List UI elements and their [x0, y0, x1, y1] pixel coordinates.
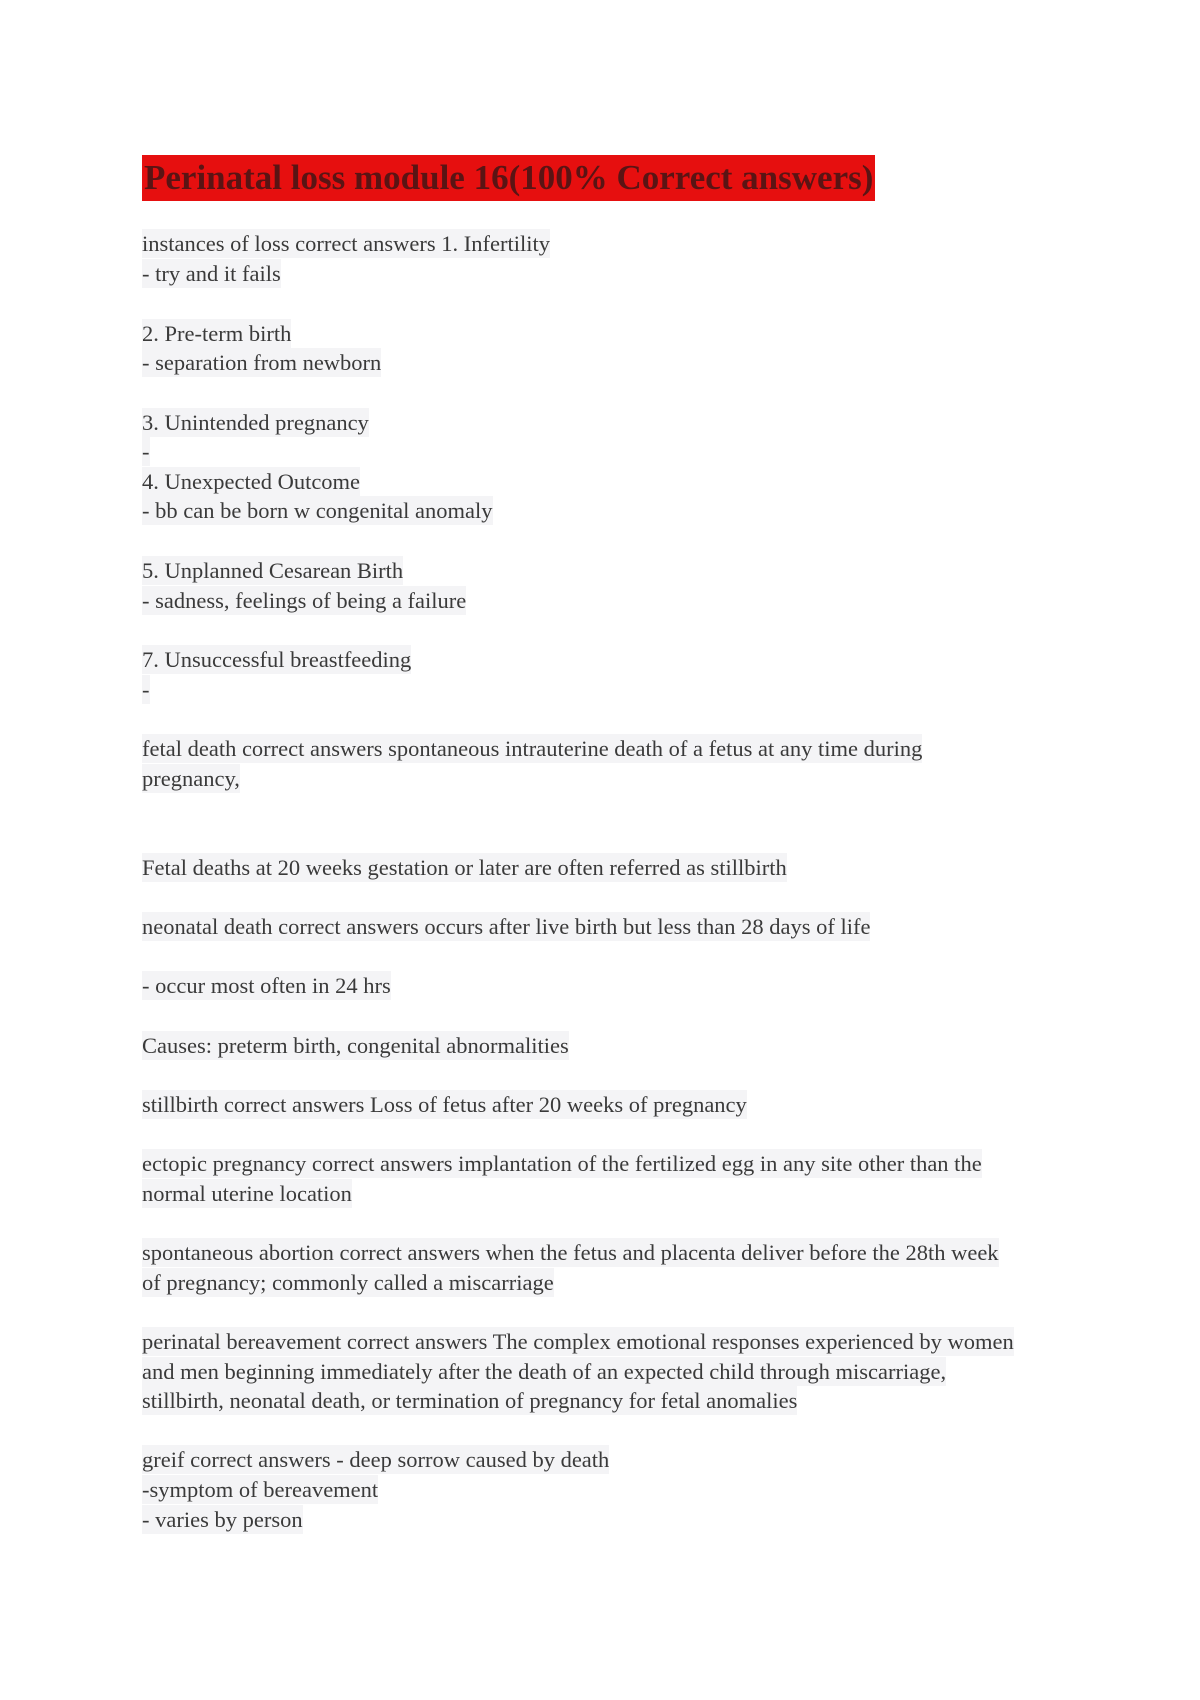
text-line: greif correct answers - deep sorrow caused by death: [142, 1447, 610, 1472]
text-line: Causes: preterm birth, congenital abnormalities: [142, 1033, 569, 1058]
text-line: neonatal death correct answers occurs after live birth but less than 28 days of life: [142, 914, 871, 939]
text-line: instances of loss correct answers 1. Infertility: [142, 231, 550, 256]
text-line: 2. Pre-term birth: [142, 321, 292, 346]
text-line: -: [142, 677, 150, 702]
text-line: Fetal deaths at 20 weeks gestation or later are often referred as stillbirth: [142, 855, 787, 880]
text-line: normal uterine location: [142, 1181, 352, 1206]
text-line: 7. Unsuccessful breastfeeding: [142, 647, 412, 672]
text-line: - try and it fails: [142, 261, 281, 286]
text-line: - varies by person: [142, 1507, 303, 1532]
document-title: Perinatal loss module 16(100% Correct answers): [142, 155, 875, 201]
text-line: pregnancy,: [142, 766, 240, 791]
text-line: and men beginning immediately after the death of an expected child through miscarriage,: [142, 1359, 947, 1384]
text-line: ectopic pregnancy correct answers implantation of the fertilized egg in any site other than the: [142, 1151, 982, 1176]
text-line: -symptom of bereavement: [142, 1477, 379, 1502]
text-line: of pregnancy; commonly called a miscarriage: [142, 1270, 554, 1295]
text-line: -: [142, 439, 150, 464]
text-line: fetal death correct answers spontaneous intrauterine death of a fetus at any time during: [142, 736, 923, 761]
text-line: 5. Unplanned Cesarean Birth: [142, 558, 404, 583]
text-line: 3. Unintended pregnancy: [142, 410, 369, 435]
text-line: stillbirth, neonatal death, or termination of pregnancy for fetal anomalies: [142, 1388, 798, 1413]
text-line: perinatal bereavement correct answers The complex emotional responses experienced by women: [142, 1329, 1014, 1354]
text-line: - sadness, feelings of being a failure: [142, 588, 467, 613]
text-line: spontaneous abortion correct answers when the fetus and placenta deliver before the 28th week: [142, 1240, 999, 1265]
text-line: - bb can be born w congenital anomaly: [142, 498, 493, 523]
text-line: 4. Unexpected Outcome: [142, 469, 361, 494]
text-line: - separation from newborn: [142, 350, 382, 375]
text-line: - occur most often in 24 hrs: [142, 973, 391, 998]
text-line: stillbirth correct answers Loss of fetus after 20 weeks of pregnancy: [142, 1092, 747, 1117]
